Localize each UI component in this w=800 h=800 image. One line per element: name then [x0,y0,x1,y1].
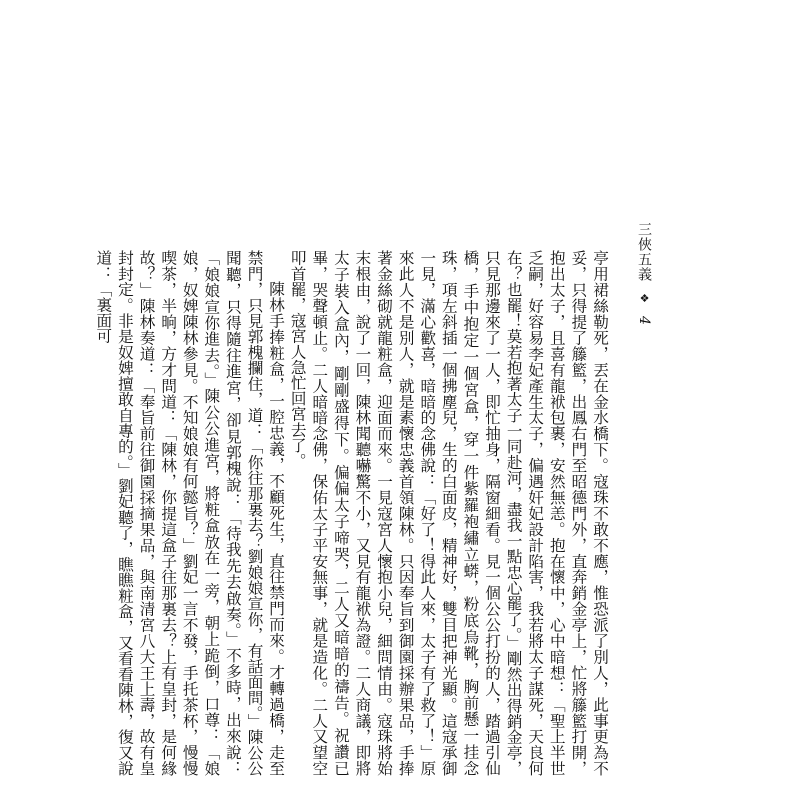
vertical-text-body [94,250,610,776]
page-number: 4 [636,316,652,326]
book-title: 三俠五義 [636,222,652,282]
paragraph-2: 陳林手捧粧盒，一腔忠義，不顧死生，直往禁門而來。才轉過橋，走至禁門，只見郭槐攔住，道：「你往那裏去？劉娘娘宣你，有話面問。」陳公公聞聽，只得隨往進宮，卻見郭槐說：「待我先去啟奏。」不多時，出來說：「娘娘宣你進去。」陳公公進宮，將粧盒放在一旁，朝上跪倒，口尊：「娘娘，奴婢陳林參見。不知娘娘有何懿旨？」劉妃一言不發，手托茶杯，慢慢喫茶，半晌，方才問道：「陳林，你提這盒子往那裏去？上有皇封，是何緣故？」陳林奏道：「奉旨前往御園採摘果品，與南清宮八大王上壽，故有皇封封定。非是奴婢擅敢自專的。」劉妃聽了，瞧瞧粧盒，又看看陳林，復又說道：「裏面可 [94,250,286,776]
paragraph-1: 亭用裙絲勒死，丟在金水橋下。寇珠不敢不應，惟恐派了別人，此事更為不妥，只得提了籐籃，出鳳右門至昭德門外，直奔銷金亭上，忙將籐籃打開，抱出太子，且喜有龍袱包裹，安然無恙。抱在懷中，心中暗想：「聖上半世乏嗣，好容易李妃產生太子，偏遇奸妃設計陷害，我若將太子謀死，天良何在？也罷！莫若抱著太子一同赴河，盡我一點忠心罷了。」剛然出得銷金亭，只見那邊來了一人，即忙抽身，隔窗細看。見一個公公打扮的人，踏過引仙橋，手中抱定一個宮盒，穿一件紫羅袍繡立蟒，粉底烏靴，胸前懸一挂念珠，項左斜插一個拂塵兒，生的白面皮，精神好，雙目把神光顯。這寇承御一見，滿心歡喜，暗暗的念佛說：「好了！得此人來，太子有了救了！」原來此人不是別人，就是素懷忠義首領陳林。只因奉旨到御園採辦果品，手捧著金絲砌就龍粧盒，迎面而來。一見寇宮人懷抱小兒，細問情由。寇珠將始末根由，說了一回，陳林聞聽嚇驚不小，又見有龍袱為證。二人商議，即將太子裝入盒內，剛剛盛得下。偏偏太子啼哭，二人又暗暗的禱告。祝讚已畢，哭聲頓止。二人暗暗念佛，保佑太子平安無事，就是造化。二人又望空叩首罷，寇宮人急忙回宮去了。 [288,250,609,776]
running-header [636,222,652,326]
ornament-icon: ❖ [638,292,651,306]
